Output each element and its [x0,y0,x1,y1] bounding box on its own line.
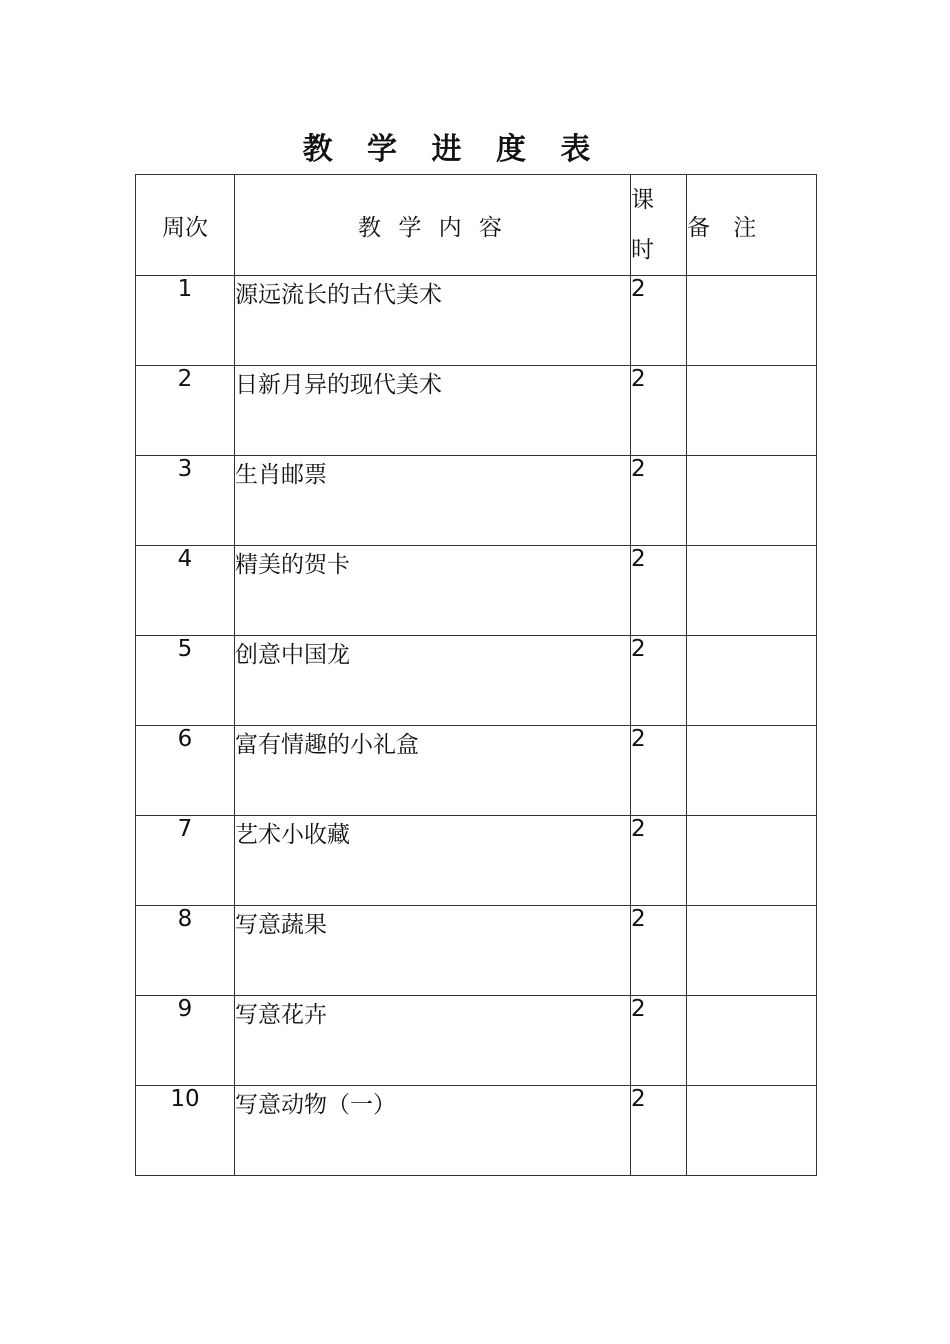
hours-cell: 2 [631,546,687,636]
header-week: 周次 [136,175,235,276]
table-row [136,636,817,726]
content-cell: 日新月异的现代美术 [235,366,631,456]
week-cell: 2 [136,366,235,456]
table-row [136,456,817,546]
content-cell: 艺术小收藏 [235,816,631,906]
notes-cell [687,816,817,906]
page-title: 教 学 进 度 表 [302,132,603,167]
table-row [136,726,817,816]
hours-cell: 2 [631,816,687,906]
content-cell: 源远流长的古代美术 [235,276,631,366]
notes-cell [687,726,817,816]
header-hours [631,175,687,276]
header-content: 教 学 内 容 [235,175,631,276]
week-cell: 6 [136,726,235,816]
notes-cell [687,546,817,636]
hours-cell: 2 [631,636,687,726]
week-cell: 9 [136,996,235,1086]
table-row [136,1086,817,1176]
hours-cell: 2 [631,456,687,546]
notes-cell [687,366,817,456]
header-notes: 备 注 [687,175,817,276]
table-row [136,366,817,456]
week-cell: 10 [136,1086,235,1176]
schedule-table [135,174,817,1176]
table-row [136,816,817,906]
content-cell: 写意蔬果 [235,906,631,996]
week-cell: 5 [136,636,235,726]
week-cell: 3 [136,456,235,546]
hours-cell: 2 [631,276,687,366]
hours-cell: 2 [631,726,687,816]
table-header-row [136,175,817,276]
hours-cell: 2 [631,996,687,1086]
table-row [136,546,817,636]
content-cell: 精美的贺卡 [235,546,631,636]
notes-cell [687,276,817,366]
table-row [136,906,817,996]
notes-cell [687,1086,817,1176]
content-cell: 写意花卉 [235,996,631,1086]
header-hours-line2: 时 [631,237,654,263]
notes-cell [687,996,817,1086]
header-hours-line1: 课 [631,187,654,213]
notes-cell [687,456,817,546]
content-cell: 创意中国龙 [235,636,631,726]
content-cell: 写意动物（一） [235,1086,631,1176]
week-cell: 1 [136,276,235,366]
notes-cell [687,636,817,726]
hours-cell: 2 [631,366,687,456]
week-cell: 7 [136,816,235,906]
hours-cell: 2 [631,1086,687,1176]
content-cell: 生肖邮票 [235,456,631,546]
week-cell: 8 [136,906,235,996]
week-cell: 4 [136,546,235,636]
notes-cell [687,906,817,996]
content-cell: 富有情趣的小礼盒 [235,726,631,816]
table-row [136,996,817,1086]
hours-cell: 2 [631,906,687,996]
table-row [136,276,817,366]
